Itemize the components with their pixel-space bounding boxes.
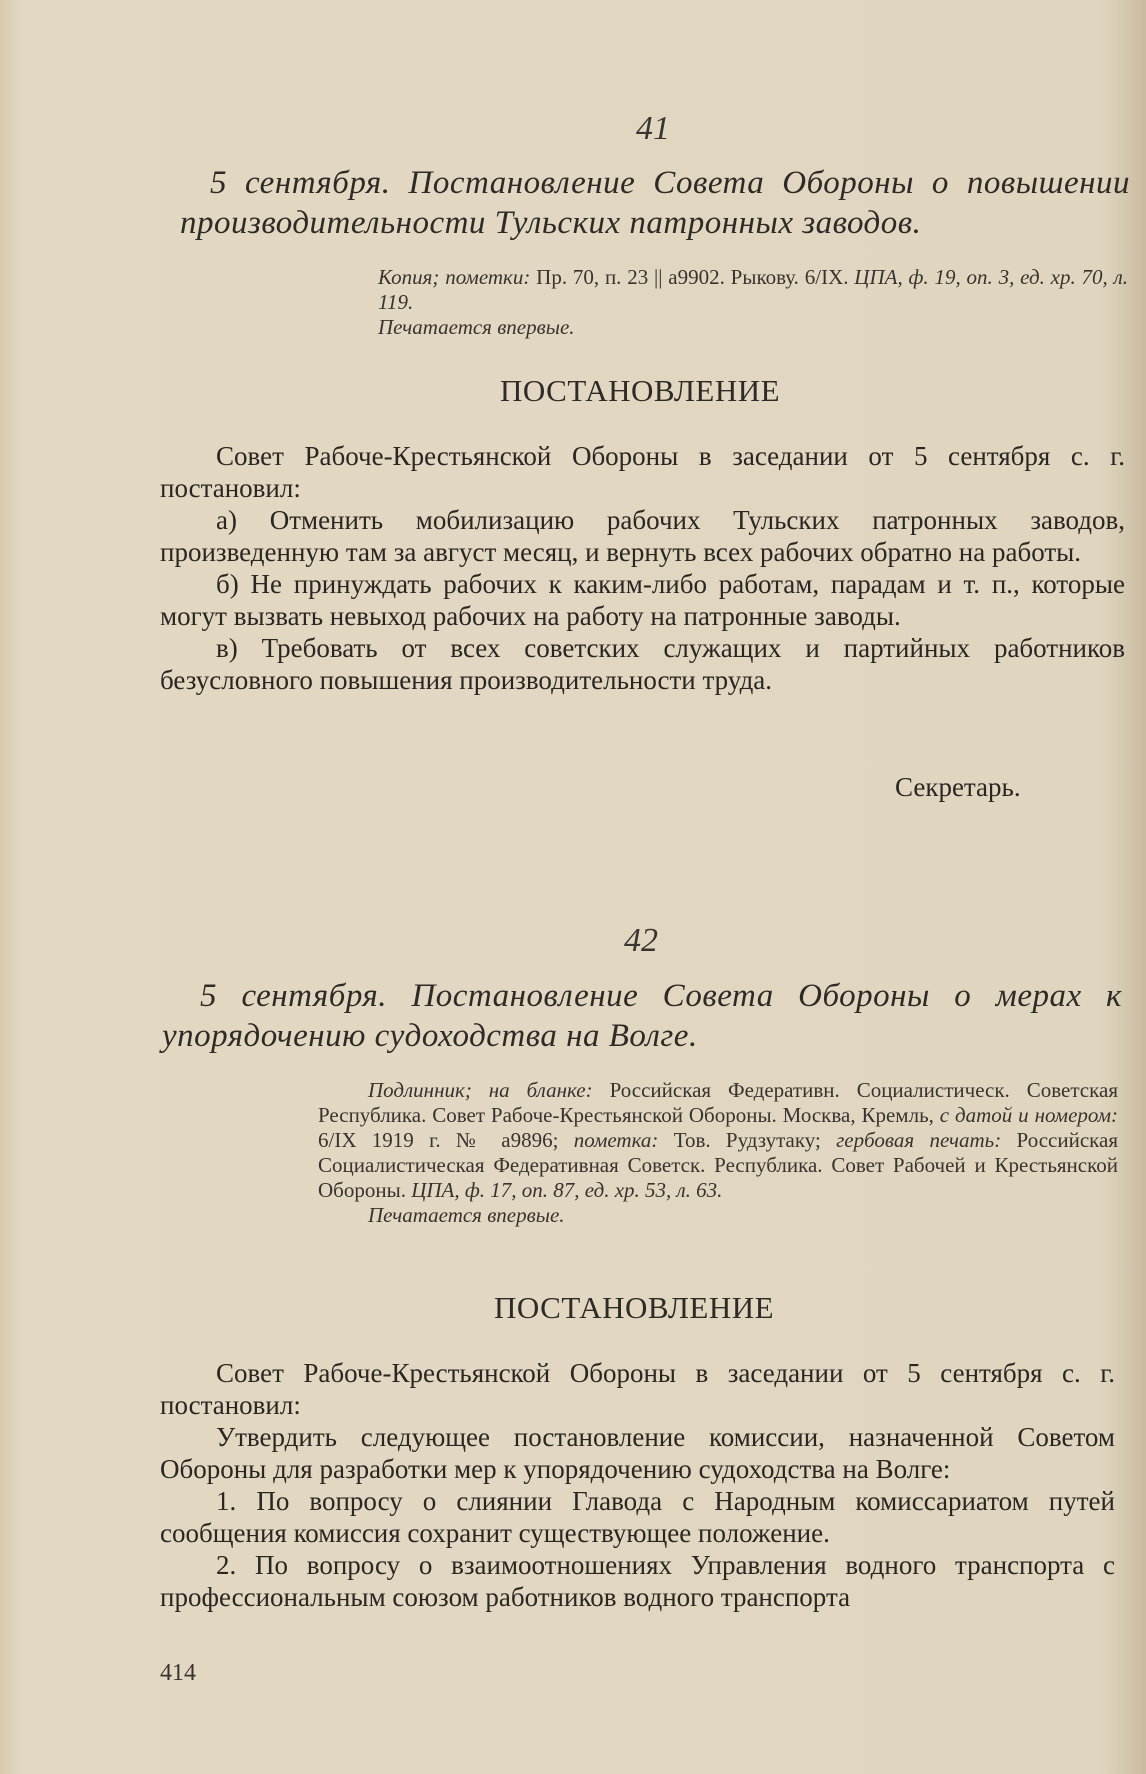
doc42-source-note: [318, 1078, 1118, 1228]
doc42-intro: Совет Рабоче-Крестьянской Обороны в заседании от 5 сентября с. г. постановил:: [160, 1358, 1115, 1420]
doc42-body: [160, 1357, 1115, 1613]
doc42-src-text2: 6/IX 1919 г. № а9896;: [318, 1128, 559, 1152]
doc42-src-text3: Тов. Рудзутаку;: [673, 1128, 821, 1152]
doc42-archive: ЦПА, ф. 17, оп. 87, ед. хр. 53, л. 63.: [411, 1178, 723, 1202]
doc41-title: 5 сентября. Постановление Совета Обороны о повышении производительности Тульских патронных заводов.: [180, 165, 1130, 241]
doc42-src-label3: пометка:: [573, 1128, 659, 1152]
doc41-published: Печатается впервые.: [378, 315, 575, 339]
doc42-number: 42: [624, 922, 658, 959]
doc42-published: Печатается впервые.: [368, 1203, 565, 1227]
doc42-p2: 1. По вопросу о слиянии Главода с Народным комиссариатом путей сообщения комиссия сохранит существующее положение.: [160, 1486, 1115, 1548]
doc42-src-label4: гербовая печать:: [836, 1128, 1002, 1152]
page-number: 414: [160, 1660, 196, 1686]
doc42-heading: ПОСТАНОВЛЕНИЕ: [494, 1290, 775, 1325]
doc41-number: 41: [636, 110, 670, 147]
doc41-source-note: [318, 265, 1128, 340]
doc42-src-text4: Российская Социалистическая Федеративная Советск. Республика. Совет Рабочей и Крестьянской Обороны.: [318, 1128, 1119, 1202]
doc41-source-text: Пр. 70, п. 23 || а9902. Рыкову. 6/IX.: [536, 265, 849, 289]
doc41-item-a: а) Отменить мобилизацию рабочих Тульских патронных заводов, произведенную там за август месяц, и вернуть всех рабочих обратно на работы.: [160, 505, 1125, 567]
doc42-p1: Утвердить следующее постановление комиссии, назначенной Советом Обороны для разработки мер к упорядочению судоходства на Волге:: [160, 1422, 1115, 1484]
doc41-item-c: в) Требовать от всех советских служащих и партийных работников безусловного повышения производительности труда.: [160, 633, 1125, 695]
doc41-signature: Секретарь.: [895, 772, 1021, 802]
doc41-body: [160, 440, 1125, 696]
doc41-intro: Совет Рабоче-Крестьянской Обороны в заседании от 5 сентября с. г. постановил:: [160, 441, 1125, 503]
doc41-item-b: б) Не принуждать рабочих к каким-либо работам, парадам и т. п., которые могут вызвать невыход рабочих на работу на патронные заводы.: [160, 569, 1125, 631]
doc42-src-label1: Подлинник; на бланке:: [368, 1078, 593, 1102]
doc42-src-label2: с датой и номером:: [939, 1103, 1118, 1127]
doc42-src-text1: Российская Федеративн. Социалистическ. Советская Республика. Совет Рабоче-Крестьянской Обороны. Москва, Кремль,: [318, 1078, 1118, 1127]
doc42-p3: 2. По вопросу о взаимоотношениях Управления водного транспорта с профессиональным союзом работников водного транспорта: [160, 1550, 1115, 1612]
doc41-archive: ЦПА, ф. 19, оп. 3, ед. хр. 70, л. 119.: [378, 265, 1128, 314]
doc41-heading: ПОСТАНОВЛЕНИЕ: [500, 373, 781, 408]
doc41-source-label: Копия; пометки:: [378, 265, 531, 289]
doc42-title: 5 сентября. Постановление Совета Обороны о мерах к упорядочению судоходства на Волге.: [162, 978, 1122, 1054]
